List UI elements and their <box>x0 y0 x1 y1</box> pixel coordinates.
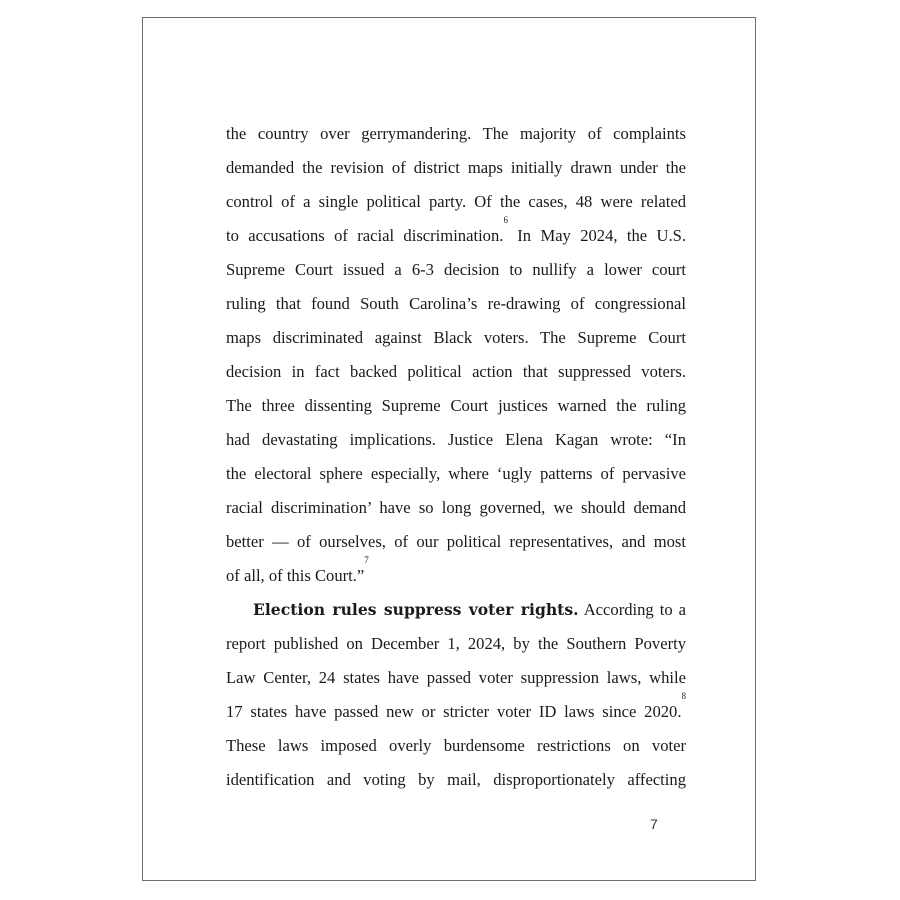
text-line <box>226 593 686 627</box>
text-line <box>226 215 686 253</box>
footnote-marker-6[interactable]: 6 <box>503 215 508 225</box>
text-segment: to accusations of racial discrimination. <box>226 226 504 245</box>
text-line: ruling that found South Carolina’s re-drawing of congressional <box>226 294 686 313</box>
text-line: Supreme Court issued a 6-3 decision to nullify a lower court <box>226 260 686 279</box>
text-line <box>226 555 686 593</box>
text-line: decision in fact backed political action that suppressed voters. <box>226 362 686 381</box>
text-segment: In May 2024, the U.S. <box>507 226 686 245</box>
paragraph-election-rules <box>226 593 686 797</box>
run-in-heading: Election rules suppress voter rights. <box>253 600 579 619</box>
paragraph-gerrymandering <box>226 117 686 593</box>
text-line: demanded the revision of district maps initially drawn under the <box>226 158 686 177</box>
text-line: the country over gerrymandering. The majority of complaints <box>226 124 686 143</box>
text-line: The three dissenting Supreme Court justices warned the ruling <box>226 396 686 415</box>
text-segment: According to a <box>578 600 686 619</box>
body-text <box>226 117 686 797</box>
text-line: better — of ourselves, of our political representatives, and most <box>226 532 686 551</box>
footnote-marker-7[interactable]: 7 <box>364 555 369 565</box>
text-line: report published on December 1, 2024, by the Southern Poverty <box>226 634 686 653</box>
text-line: These laws imposed overly burdensome restrictions on voter <box>226 736 686 755</box>
text-line: identification and voting by mail, disproportionately affecting <box>226 770 686 789</box>
text-line: had devastating implications. Justice Elena Kagan wrote: “In <box>226 430 686 449</box>
text-line: Law Center, 24 states have passed voter suppression laws, while <box>226 668 686 687</box>
document-page <box>142 17 756 881</box>
text-line: control of a single political party. Of the cases, 48 were related <box>226 192 686 211</box>
text-line: racial discrimination’ have so long governed, we should demand <box>226 498 686 517</box>
text-segment: 17 states have passed new or stricter voter ID laws since 2020. <box>226 702 682 721</box>
text-line: the electoral sphere especially, where ‘ugly patterns of pervasive <box>226 464 686 483</box>
text-line <box>226 691 686 729</box>
text-segment: of all, of this Court.” <box>226 566 365 585</box>
text-line: maps discriminated against Black voters. The Supreme Court <box>226 328 686 347</box>
footnote-marker-8[interactable]: 8 <box>681 691 686 701</box>
page-number: 7 <box>650 816 658 832</box>
